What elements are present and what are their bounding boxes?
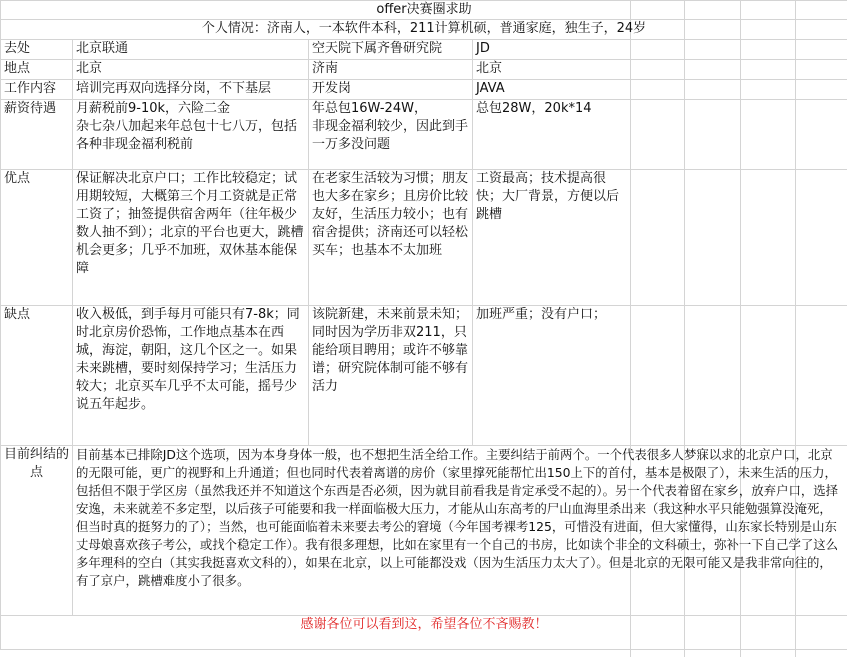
row-label-dilemma[interactable]: 目前纠结的点: [1, 446, 73, 616]
option-header-1[interactable]: 北京联通: [73, 40, 309, 60]
row-label-cons[interactable]: 缺点: [1, 306, 73, 446]
row-label-location[interactable]: 地点: [1, 60, 73, 80]
empty-cell[interactable]: [631, 306, 847, 446]
cell-location-3[interactable]: 北京: [473, 60, 631, 80]
empty-cell[interactable]: [631, 80, 847, 100]
thanks-message[interactable]: 感谢各位可以看到这，希望各位不吝赐教！: [1, 616, 847, 650]
row-label-salary[interactable]: 薪资待遇: [1, 100, 73, 170]
cell-cons-3[interactable]: 加班严重；没有户口；: [473, 306, 631, 446]
cell-cons-1[interactable]: 收入极低，到手每月可能只有7-8k；同时北京房价恐怖，工作地点基本在西城，海淀，朝阳，这几个区之一。如果未来跳槽，要时刻保持学习；生活压力较大；北京买车几乎不太可能，摇号少说五年起步。: [73, 306, 309, 446]
cell-cons-2[interactable]: 该院新建，未来前景未知；同时因为学历非双211，只能给项目聘用；或许不够靠谱；研究院体制可能不够有活力: [309, 306, 473, 446]
empty-cell[interactable]: [631, 100, 847, 170]
cell-pros-2[interactable]: 在老家生活较为习惯；朋友也大多在家乡；且房价比较友好，生活压力较小；也有宿舍提供；济南还可以轻松买车；也基本不太加班: [309, 170, 473, 306]
cell-salary-1[interactable]: 月薪税前9-10k，六险二金 杂七杂八加起来年总包十七八万，包括各种非现金福利税前: [73, 100, 309, 170]
cell-work-1[interactable]: 培训完再双向选择分岗，不下基层: [73, 80, 309, 100]
personal-info[interactable]: 个人情况：济南人，一本软件本科，211计算机硕，普通家庭，独生子，24岁: [1, 20, 847, 40]
cell-salary-2[interactable]: 年总包16W-24W， 非现金福利较少，因此到手一万多没问题: [309, 100, 473, 170]
row-label-destination[interactable]: 去处: [1, 40, 73, 60]
cell-location-1[interactable]: 北京: [73, 60, 309, 80]
cell-pros-1[interactable]: 保证解决北京户口；工作比较稳定；试用期较短，大概第三个月工资就是正常工资了；抽签提供宿舍两年（往年极少数人抽不到）；北京的平台也更大，跳槽机会更多；几乎不加班，双休基本能保障: [73, 170, 309, 306]
cell-location-2[interactable]: 济南: [309, 60, 473, 80]
cell-work-2[interactable]: 开发岗: [309, 80, 473, 100]
cell-pros-3[interactable]: 工资最高；技术提高很快；大厂背景，方便以后跳槽: [473, 170, 631, 306]
empty-cell[interactable]: [631, 40, 847, 60]
cell-work-3[interactable]: JAVA: [473, 80, 631, 100]
empty-cell[interactable]: [631, 170, 847, 306]
empty-cell[interactable]: [631, 60, 847, 80]
row-label-work[interactable]: 工作内容: [1, 80, 73, 100]
row-label-pros[interactable]: 优点: [1, 170, 73, 306]
cell-salary-3[interactable]: 总包28W，20k*14: [473, 100, 631, 170]
sheet-title[interactable]: offer决赛圈求助: [1, 1, 847, 20]
cell-dilemma-text[interactable]: 目前基本已排除JD这个选项，因为本身身体一般，也不想把生活全给工作。主要纠结于前两个。一个代表很多人梦寐以求的北京户口，北京的无限可能，更广的视野和上升通道；但也同时代表着离谱的房价（家里撑死能帮忙出150上下的首付，基本是极限了），未来生活的压力，包括但不限于学区房（虽然我还并不知道这个东西是否必须，因为就目前看我是肯定承受不起的）。另一个代表着留在家乡，放弃户口，选择安逸，未来就差不多定型，以后孩子可能要和我一样面临极大压力，才能从山东高考的尸山血海里杀出来（我这种水平只能勉强算没淹死，但当时真的挺努力的了）；当然，也可能面临着未来要去考公的窘境（今年国考裸考125，可惜没有进面，但大家懂得，山东家长特别是山东丈母娘喜欢孩子考公，或找个稳定工作）。我有很多理想，比如在家里有一个自己的书房，比如读个非全的文科硕士，弥补一下自己学了这么多年理科的空白（其实我挺喜欢文科的），如果在北京，以上可能都没戏（因为生活压力太大了）。但是北京的无限可能又是我非常向往的，有了京户，跳槽难度小了很多。: [73, 446, 847, 616]
option-header-3[interactable]: JD: [473, 40, 631, 60]
option-header-2[interactable]: 空天院下属齐鲁研究院: [309, 40, 473, 60]
